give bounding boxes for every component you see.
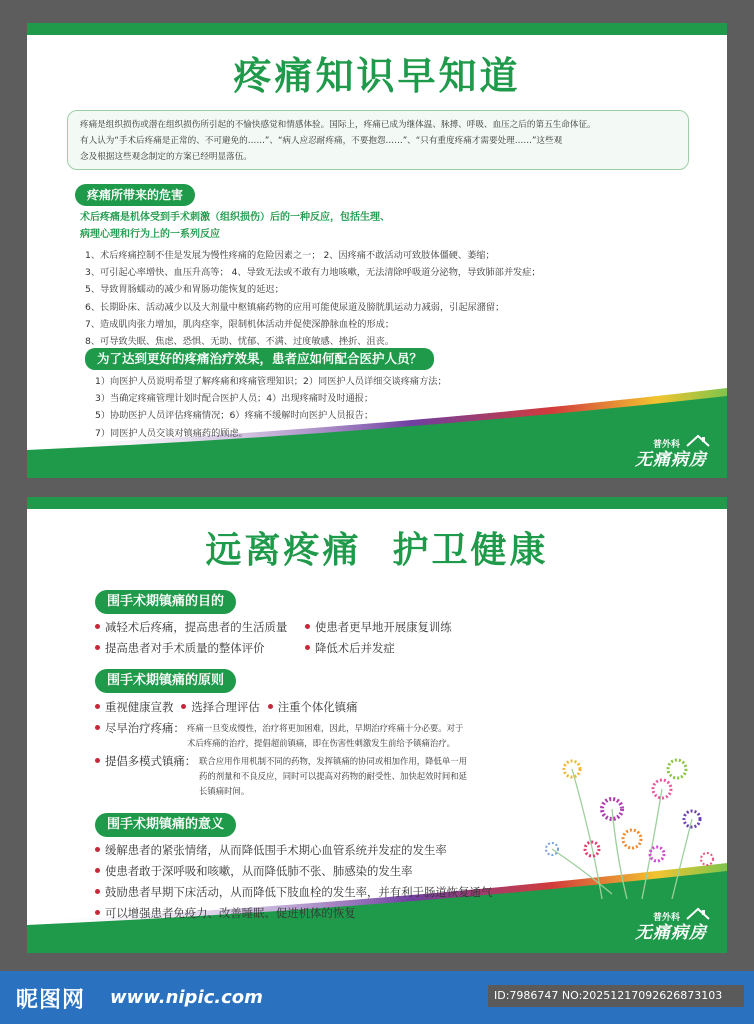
harm-lead <box>80 209 390 243</box>
bullet-icon <box>95 910 100 915</box>
early-label: 尽早治疗疼痛： <box>95 719 185 737</box>
intro-line: 念及根据这些观念制定的方案已经明显落伍。 <box>80 152 252 162</box>
principle-list <box>95 697 357 718</box>
text-line: 联合应用作用机制不同的药物，发挥镇痛的协同或相加作用，降低单一用 <box>199 756 467 766</box>
list-item: 3、可引起心率增快、血压升高等； 4、导致无法或不敢有力地咳嗽，无法清除呼吸道分泌物，导致肺部并发症； <box>85 267 541 279</box>
bullet-icon <box>305 624 310 629</box>
ward-logo <box>635 440 707 470</box>
house-icon <box>685 907 711 927</box>
list-item: 减轻术后疼痛，提高患者的生活质量 <box>95 617 305 638</box>
multimodal-label: 提倡多模式镇痛： <box>95 752 196 770</box>
multimodal-text <box>199 754 467 799</box>
page-title: 远离疼痛 护卫健康 <box>205 530 549 571</box>
list-item: 1、术后疼痛控制不佳是发展为慢性疼痛的危险因素之一； 2、因疼痛不敢活动可致肢体僵硬、萎缩； <box>85 250 495 261</box>
purpose-list <box>95 617 452 659</box>
list-item: 8、可导致失眠、焦虑、恐惧、无助、忧郁、不满、过度敏感、挫折、沮丧。 <box>85 335 395 347</box>
intro-box <box>67 110 689 170</box>
harm-lead-line: 术后疼痛是机体受到手术刺激（组织损伤）后的一种反应，包括生理、 <box>80 212 390 223</box>
site-url[interactable]: www.nipic.com <box>110 987 263 1008</box>
cooperation-list <box>95 373 447 442</box>
bullet-icon <box>95 868 100 873</box>
cooperation-heading: 为了达到更好的疼痛治疗效果，患者应如何配合医护人员？ <box>85 348 434 370</box>
list-item: 可以增强患者免疫力、改善睡眠、促进机体的恢复 <box>95 903 492 924</box>
intro-line: 有人认为“手术后疼痛是正常的、不可避免的……”、“病人应忍耐疼痛，不要抱怨……”、“只有重度疼痛才需要处理……”这些观 <box>80 136 563 146</box>
bullet-icon <box>95 889 100 894</box>
list-item: 注重个体化镇痛 <box>268 697 358 718</box>
page-title: 疼痛知识早知道 <box>233 54 521 98</box>
list-item: 5）协助医护人员评估疼痛情况；6）疼痛不缓解时向医护人员报告； <box>95 410 374 422</box>
poster-pain-knowledge <box>27 23 727 478</box>
early-text <box>187 721 463 751</box>
harm-heading: 疼痛所带来的危害 <box>75 184 195 206</box>
bullet-icon <box>95 624 100 629</box>
list-item: 提高患者对手术质量的整体评价 <box>95 638 305 659</box>
list-item: 1）向医护人员说明希望了解疼痛和疼痛管理知识；2）同医护人员详细交谈疼痛方法； <box>95 376 447 387</box>
ward-logo <box>635 913 707 943</box>
bullet-icon <box>95 725 100 730</box>
intro-line: 疼痛是组织损伤或潜在组织损伤所引起的不愉快感觉和情感体验。国际上，疼痛已成为继体温、脉搏、呼吸、血压之后的第五生命体征。 <box>80 120 596 130</box>
text-line: 疼痛一旦变成慢性，治疗将更加困难，因此，早期治疗疼痛十分必要。对于 <box>187 723 464 733</box>
list-item: 7、造成肌肉张力增加，肌肉痉挛，限制机体活动并促使深静脉血栓的形成； <box>85 318 395 330</box>
list-item: 降低术后并发症 <box>305 638 395 659</box>
bullet-icon <box>268 704 273 709</box>
text-line: 术后疼痛的治疗，提倡超前镇痛，即在伤害性刺激发生前给予镇痛治疗。 <box>187 738 455 748</box>
principle-heading: 围手术期镇痛的原则 <box>95 669 236 693</box>
image-id-label: ID:7986747 NO:20251217092626873103 <box>488 985 744 1007</box>
list-item: 重视健康宣教 <box>95 697 173 718</box>
list-item: 6、长期卧床、活动减少以及大剂量中枢镇痛药物的应用可能使尿道及膀胱肌运动力减弱，引起尿潴留； <box>85 301 505 313</box>
list-item: 使患者敢于深呼吸和咳嗽，从而降低肺不张、肺感染的发生率 <box>95 861 492 882</box>
logo-small-text: 普外科 <box>653 440 681 450</box>
purpose-heading: 围手术期镇痛的目的 <box>95 590 236 614</box>
house-icon <box>685 434 711 454</box>
top-green-bar <box>27 23 727 35</box>
bullet-icon <box>181 704 186 709</box>
top-green-bar <box>27 497 727 509</box>
text-line: 药的剂量和不良反应，同时可以提高对药物的耐受性、加快起效时间和延 <box>199 771 467 781</box>
text-line: 长镇痛时间。 <box>199 786 250 796</box>
flower-decoration-icon <box>532 729 722 919</box>
logo-big-text: 无痛病房 <box>635 450 707 470</box>
list-item: 使患者更早地开展康复训练 <box>305 617 452 638</box>
meaning-list <box>95 840 492 924</box>
list-item: 选择合理评估 <box>181 697 259 718</box>
logo-big-text: 无痛病房 <box>635 923 707 943</box>
list-item: 鼓励患者早期下床活动，从而降低下肢血栓的发生率，并有利于肠道恢复通气 <box>95 882 492 903</box>
harm-list <box>85 247 541 350</box>
bullet-icon <box>305 645 310 650</box>
bullet-icon <box>95 758 100 763</box>
list-item: 7）同医护人员交谈对镇痛药的顾虑。 <box>95 427 248 439</box>
list-item: 缓解患者的紧张情绪，从而降低围手术期心血管系统并发症的发生率 <box>95 840 492 861</box>
logo-small-text: 普外科 <box>653 913 681 923</box>
bullet-icon <box>95 847 100 852</box>
poster-away-from-pain <box>27 497 727 953</box>
site-footer <box>0 971 754 1024</box>
bullet-icon <box>95 704 100 709</box>
meaning-heading: 围手术期镇痛的意义 <box>95 813 236 837</box>
list-item: 3）当确定疼痛管理计划时配合医护人员；4）出现疼痛时及时通报； <box>95 393 374 405</box>
bullet-icon <box>95 645 100 650</box>
site-brand[interactable]: 昵图网 <box>16 987 86 1013</box>
list-item: 5、导致胃肠蠕动的减少和胃肠功能恢复的延迟； <box>85 284 284 296</box>
harm-lead-line: 病理心理和行为上的一系列反应 <box>80 229 220 240</box>
